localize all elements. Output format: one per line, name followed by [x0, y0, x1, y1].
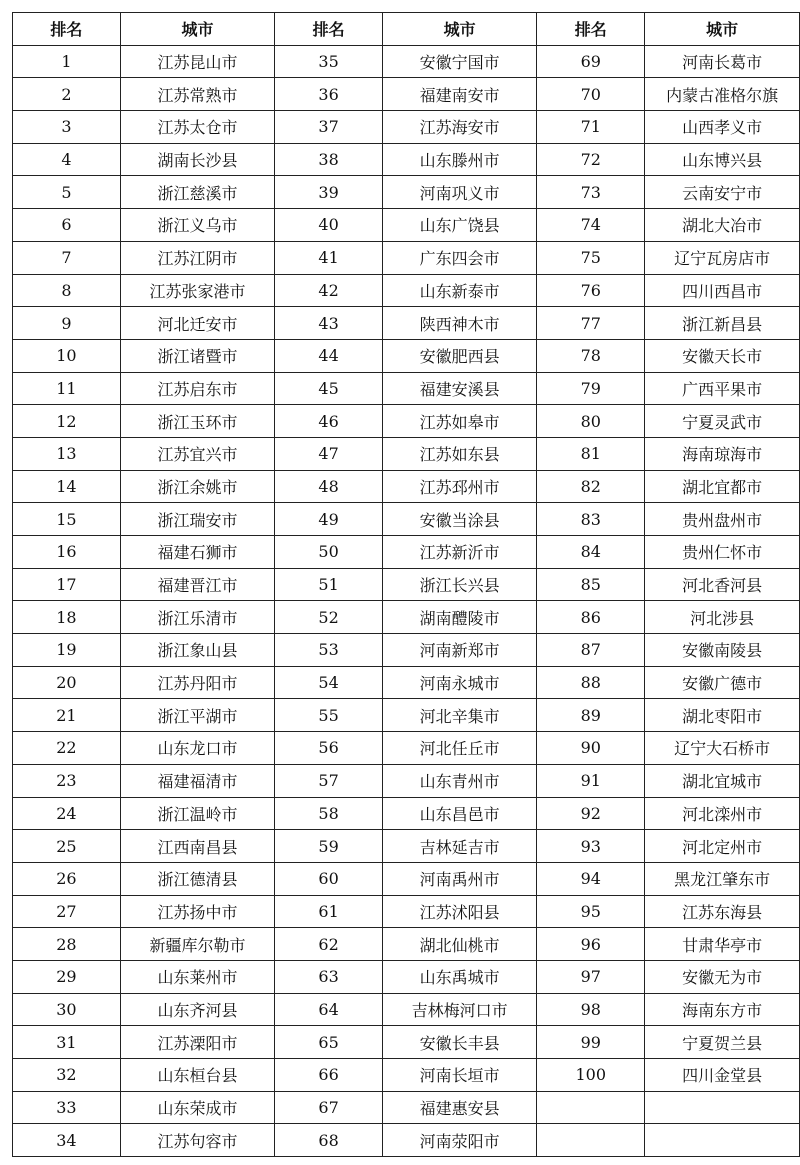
rank-cell	[537, 1124, 645, 1157]
city-cell: 山东昌邑市	[383, 797, 537, 830]
rank-cell: 25	[13, 830, 121, 863]
rank-cell: 48	[275, 470, 383, 503]
table-row	[13, 895, 800, 928]
rank-header: 排名	[537, 13, 645, 46]
table-row	[13, 862, 800, 895]
rank-cell: 38	[275, 143, 383, 176]
rank-cell: 89	[537, 699, 645, 732]
rank-cell: 70	[537, 78, 645, 111]
city-cell: 安徽肥西县	[383, 339, 537, 372]
city-cell: 河南新郑市	[383, 634, 537, 667]
city-cell: 山东荣成市	[120, 1091, 274, 1124]
rank-cell: 7	[13, 241, 121, 274]
rank-cell: 66	[275, 1059, 383, 1092]
city-cell: 黑龙江肇东市	[645, 862, 800, 895]
rank-cell: 18	[13, 601, 121, 634]
table-row	[13, 568, 800, 601]
city-cell	[645, 1091, 800, 1124]
rank-cell: 97	[537, 960, 645, 993]
rank-cell: 64	[275, 993, 383, 1026]
rank-cell: 61	[275, 895, 383, 928]
table-row	[13, 601, 800, 634]
table-row	[13, 111, 800, 144]
city-cell: 河北定州市	[645, 830, 800, 863]
rank-cell: 83	[537, 503, 645, 536]
city-cell: 陕西神木市	[383, 307, 537, 340]
rank-cell: 46	[275, 405, 383, 438]
table-row	[13, 732, 800, 765]
table-row	[13, 536, 800, 569]
city-cell: 甘肃华亭市	[645, 928, 800, 961]
table-row	[13, 45, 800, 78]
city-cell: 浙江瑞安市	[120, 503, 274, 536]
rank-cell: 58	[275, 797, 383, 830]
city-cell: 内蒙古准格尔旗	[645, 78, 800, 111]
city-cell: 吉林延吉市	[383, 830, 537, 863]
city-cell: 江苏江阴市	[120, 241, 274, 274]
table-row	[13, 503, 800, 536]
city-cell: 河南永城市	[383, 666, 537, 699]
rank-cell: 24	[13, 797, 121, 830]
city-cell: 山东桓台县	[120, 1059, 274, 1092]
city-cell: 安徽宁国市	[383, 45, 537, 78]
rank-cell: 74	[537, 209, 645, 242]
city-cell: 辽宁大石桥市	[645, 732, 800, 765]
rank-cell: 91	[537, 764, 645, 797]
table-row	[13, 960, 800, 993]
rank-cell: 31	[13, 1026, 121, 1059]
city-cell: 河北迁安市	[120, 307, 274, 340]
rank-cell: 53	[275, 634, 383, 667]
city-cell: 海南东方市	[645, 993, 800, 1026]
table-row	[13, 143, 800, 176]
rank-cell: 3	[13, 111, 121, 144]
table-row	[13, 1026, 800, 1059]
rank-cell	[537, 1091, 645, 1124]
rank-cell: 17	[13, 568, 121, 601]
city-cell: 安徽广德市	[645, 666, 800, 699]
city-cell: 山东博兴县	[645, 143, 800, 176]
rank-cell: 32	[13, 1059, 121, 1092]
city-cell: 新疆库尔勒市	[120, 928, 274, 961]
rank-cell: 51	[275, 568, 383, 601]
table-row	[13, 797, 800, 830]
rank-cell: 19	[13, 634, 121, 667]
rank-cell: 82	[537, 470, 645, 503]
table-row	[13, 764, 800, 797]
city-cell: 江苏新沂市	[383, 536, 537, 569]
rank-cell: 20	[13, 666, 121, 699]
city-cell: 江苏昆山市	[120, 45, 274, 78]
city-cell: 山东齐河县	[120, 993, 274, 1026]
rank-cell: 27	[13, 895, 121, 928]
rank-cell: 80	[537, 405, 645, 438]
rank-cell: 39	[275, 176, 383, 209]
rank-cell: 100	[537, 1059, 645, 1092]
city-cell: 浙江乐清市	[120, 601, 274, 634]
city-cell: 宁夏贺兰县	[645, 1026, 800, 1059]
city-cell: 山东广饶县	[383, 209, 537, 242]
rank-cell: 42	[275, 274, 383, 307]
city-cell: 广东四会市	[383, 241, 537, 274]
city-cell: 湖北宜城市	[645, 764, 800, 797]
city-cell: 四川金堂县	[645, 1059, 800, 1092]
rank-header: 排名	[275, 13, 383, 46]
rank-cell: 67	[275, 1091, 383, 1124]
city-cell: 山东禹城市	[383, 960, 537, 993]
table-row	[13, 78, 800, 111]
rank-cell: 81	[537, 437, 645, 470]
table-row	[13, 1124, 800, 1157]
rank-cell: 77	[537, 307, 645, 340]
city-cell: 河南长葛市	[645, 45, 800, 78]
rank-cell: 11	[13, 372, 121, 405]
rank-cell: 99	[537, 1026, 645, 1059]
city-cell: 浙江德清县	[120, 862, 274, 895]
rank-cell: 78	[537, 339, 645, 372]
rank-cell: 85	[537, 568, 645, 601]
rank-cell: 8	[13, 274, 121, 307]
rank-cell: 73	[537, 176, 645, 209]
rank-cell: 16	[13, 536, 121, 569]
rank-cell: 62	[275, 928, 383, 961]
table-row	[13, 993, 800, 1026]
rank-cell: 63	[275, 960, 383, 993]
city-cell	[645, 1124, 800, 1157]
city-cell: 江苏如皋市	[383, 405, 537, 438]
rank-header: 排名	[13, 13, 121, 46]
rank-cell: 36	[275, 78, 383, 111]
city-cell: 安徽无为市	[645, 960, 800, 993]
city-cell: 安徽天长市	[645, 339, 800, 372]
city-cell: 浙江温岭市	[120, 797, 274, 830]
table-row	[13, 928, 800, 961]
city-cell: 云南安宁市	[645, 176, 800, 209]
rank-cell: 88	[537, 666, 645, 699]
rank-cell: 44	[275, 339, 383, 372]
city-cell: 福建安溪县	[383, 372, 537, 405]
rank-cell: 43	[275, 307, 383, 340]
city-cell: 江苏沭阳县	[383, 895, 537, 928]
city-cell: 山东滕州市	[383, 143, 537, 176]
city-cell: 湖北大冶市	[645, 209, 800, 242]
rank-cell: 87	[537, 634, 645, 667]
city-cell: 江苏张家港市	[120, 274, 274, 307]
city-cell: 浙江慈溪市	[120, 176, 274, 209]
rank-cell: 57	[275, 764, 383, 797]
rank-cell: 5	[13, 176, 121, 209]
rank-cell: 4	[13, 143, 121, 176]
rank-cell: 79	[537, 372, 645, 405]
rank-cell: 59	[275, 830, 383, 863]
city-cell: 吉林梅河口市	[383, 993, 537, 1026]
city-cell: 山东龙口市	[120, 732, 274, 765]
rank-cell: 92	[537, 797, 645, 830]
city-cell: 福建惠安县	[383, 1091, 537, 1124]
city-cell: 浙江余姚市	[120, 470, 274, 503]
rank-cell: 30	[13, 993, 121, 1026]
rank-cell: 9	[13, 307, 121, 340]
rank-cell: 68	[275, 1124, 383, 1157]
city-cell: 江苏句容市	[120, 1124, 274, 1157]
city-cell: 山东莱州市	[120, 960, 274, 993]
city-cell: 江西南昌县	[120, 830, 274, 863]
city-cell: 河北任丘市	[383, 732, 537, 765]
rank-cell: 71	[537, 111, 645, 144]
table-row	[13, 1091, 800, 1124]
city-cell: 辽宁瓦房店市	[645, 241, 800, 274]
city-cell: 江苏如东县	[383, 437, 537, 470]
city-cell: 福建晋江市	[120, 568, 274, 601]
city-cell: 安徽当涂县	[383, 503, 537, 536]
city-header: 城市	[645, 13, 800, 46]
city-cell: 河北辛集市	[383, 699, 537, 732]
rank-cell: 1	[13, 45, 121, 78]
rank-cell: 47	[275, 437, 383, 470]
city-cell: 江苏丹阳市	[120, 666, 274, 699]
table-row	[13, 634, 800, 667]
city-cell: 广西平果市	[645, 372, 800, 405]
city-header: 城市	[383, 13, 537, 46]
rank-cell: 2	[13, 78, 121, 111]
table-row	[13, 241, 800, 274]
table-row	[13, 666, 800, 699]
table-row	[13, 830, 800, 863]
city-cell: 福建石狮市	[120, 536, 274, 569]
rank-cell: 14	[13, 470, 121, 503]
rank-cell: 93	[537, 830, 645, 863]
city-cell: 浙江玉环市	[120, 405, 274, 438]
table-row	[13, 372, 800, 405]
city-cell: 浙江平湖市	[120, 699, 274, 732]
city-cell: 江苏邳州市	[383, 470, 537, 503]
rank-cell: 29	[13, 960, 121, 993]
city-cell: 贵州仁怀市	[645, 536, 800, 569]
rank-cell: 90	[537, 732, 645, 765]
city-cell: 江苏扬中市	[120, 895, 274, 928]
rank-cell: 6	[13, 209, 121, 242]
rank-cell: 12	[13, 405, 121, 438]
rank-cell: 21	[13, 699, 121, 732]
rank-cell: 86	[537, 601, 645, 634]
rank-cell: 56	[275, 732, 383, 765]
rank-cell: 23	[13, 764, 121, 797]
rank-cell: 72	[537, 143, 645, 176]
city-cell: 宁夏灵武市	[645, 405, 800, 438]
city-cell: 四川西昌市	[645, 274, 800, 307]
city-cell: 湖北仙桃市	[383, 928, 537, 961]
rank-cell: 33	[13, 1091, 121, 1124]
rank-cell: 45	[275, 372, 383, 405]
rank-cell: 15	[13, 503, 121, 536]
rank-cell: 76	[537, 274, 645, 307]
city-cell: 安徽南陵县	[645, 634, 800, 667]
table-row	[13, 405, 800, 438]
city-cell: 福建福清市	[120, 764, 274, 797]
city-cell: 江苏宜兴市	[120, 437, 274, 470]
table-row	[13, 437, 800, 470]
rank-cell: 95	[537, 895, 645, 928]
city-cell: 山西孝义市	[645, 111, 800, 144]
table-row	[13, 209, 800, 242]
city-cell: 江苏溧阳市	[120, 1026, 274, 1059]
rank-cell: 13	[13, 437, 121, 470]
rank-cell: 50	[275, 536, 383, 569]
rank-cell: 41	[275, 241, 383, 274]
city-cell: 河南禹州市	[383, 862, 537, 895]
rank-cell: 96	[537, 928, 645, 961]
rank-cell: 49	[275, 503, 383, 536]
city-cell: 湖南醴陵市	[383, 601, 537, 634]
rank-cell: 65	[275, 1026, 383, 1059]
table-header-row	[13, 13, 800, 46]
city-cell: 安徽长丰县	[383, 1026, 537, 1059]
city-header: 城市	[120, 13, 274, 46]
rank-cell: 55	[275, 699, 383, 732]
city-cell: 江苏海安市	[383, 111, 537, 144]
rank-cell: 60	[275, 862, 383, 895]
table-row	[13, 274, 800, 307]
city-cell: 湖北枣阳市	[645, 699, 800, 732]
city-cell: 河南巩义市	[383, 176, 537, 209]
rank-cell: 34	[13, 1124, 121, 1157]
city-cell: 河北涉县	[645, 601, 800, 634]
table-row	[13, 339, 800, 372]
city-cell: 河北香河县	[645, 568, 800, 601]
rank-cell: 10	[13, 339, 121, 372]
city-cell: 贵州盘州市	[645, 503, 800, 536]
city-cell: 山东青州市	[383, 764, 537, 797]
rank-cell: 26	[13, 862, 121, 895]
rank-cell: 52	[275, 601, 383, 634]
city-cell: 海南琼海市	[645, 437, 800, 470]
rank-cell: 37	[275, 111, 383, 144]
table-row	[13, 176, 800, 209]
city-cell: 江苏启东市	[120, 372, 274, 405]
table-body	[13, 45, 800, 1156]
rank-cell: 54	[275, 666, 383, 699]
rank-cell: 40	[275, 209, 383, 242]
city-cell: 浙江诸暨市	[120, 339, 274, 372]
city-cell: 江苏常熟市	[120, 78, 274, 111]
ranking-table	[12, 12, 800, 1157]
rank-cell: 22	[13, 732, 121, 765]
rank-cell: 75	[537, 241, 645, 274]
city-cell: 湖南长沙县	[120, 143, 274, 176]
table-row	[13, 470, 800, 503]
rank-cell: 98	[537, 993, 645, 1026]
city-cell: 江苏东海县	[645, 895, 800, 928]
table-row	[13, 307, 800, 340]
city-cell: 浙江象山县	[120, 634, 274, 667]
city-cell: 河北滦州市	[645, 797, 800, 830]
city-cell: 福建南安市	[383, 78, 537, 111]
city-cell: 浙江义乌市	[120, 209, 274, 242]
table-row	[13, 699, 800, 732]
rank-cell: 84	[537, 536, 645, 569]
city-cell: 湖北宜都市	[645, 470, 800, 503]
rank-cell: 69	[537, 45, 645, 78]
rank-cell: 28	[13, 928, 121, 961]
city-cell: 河南长垣市	[383, 1059, 537, 1092]
rank-cell: 35	[275, 45, 383, 78]
city-cell: 浙江新昌县	[645, 307, 800, 340]
city-cell: 河南荥阳市	[383, 1124, 537, 1157]
city-cell: 浙江长兴县	[383, 568, 537, 601]
table-row	[13, 1059, 800, 1092]
rank-cell: 94	[537, 862, 645, 895]
city-cell: 山东新泰市	[383, 274, 537, 307]
city-cell: 江苏太仓市	[120, 111, 274, 144]
